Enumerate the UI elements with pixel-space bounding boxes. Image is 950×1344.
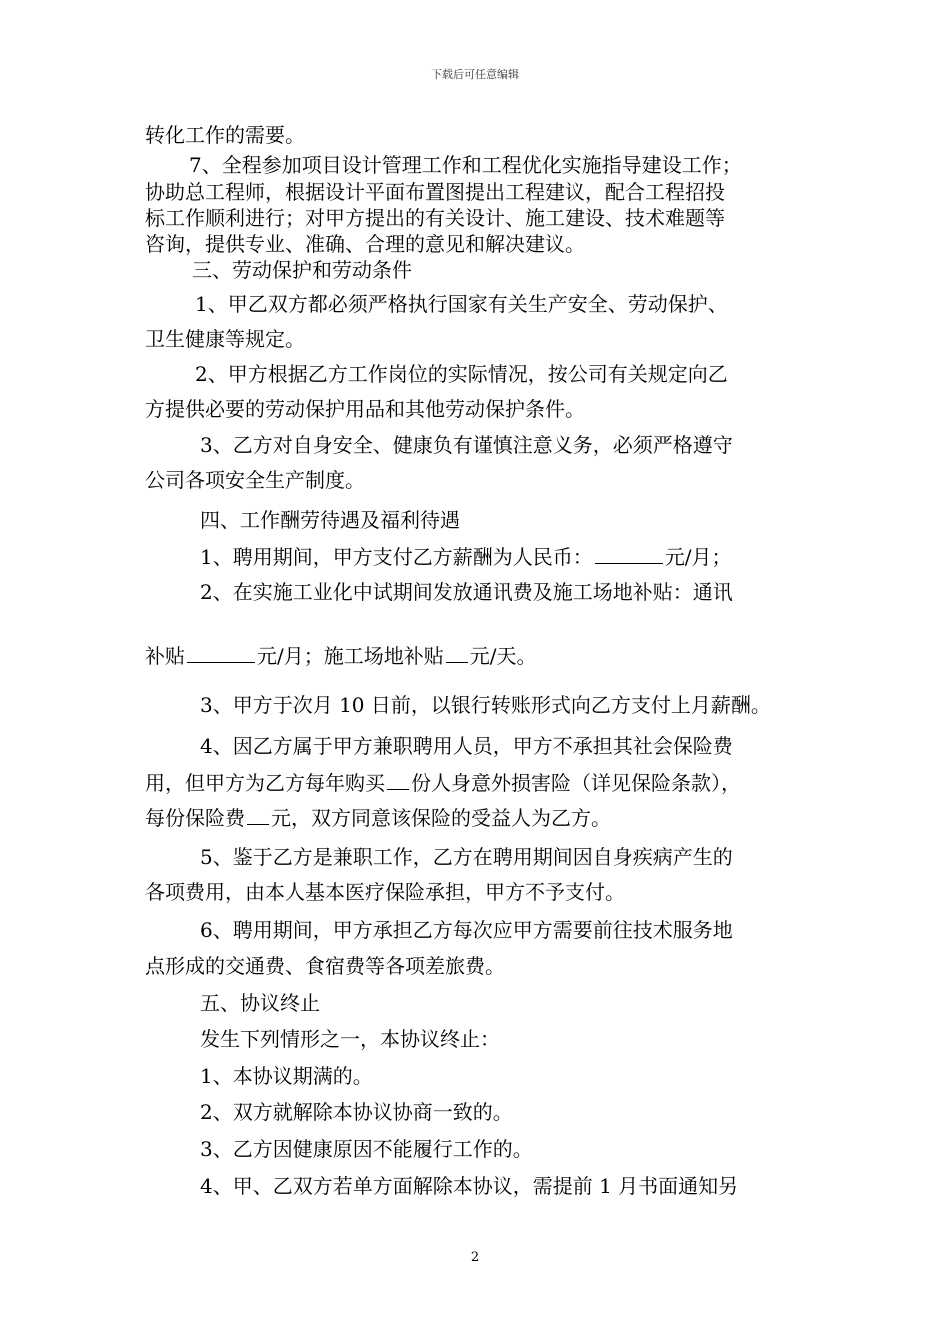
text-segment: 元/月； xyxy=(664,545,732,569)
text-line: 2、甲方根据乙方工作岗位的实际情况，按公司有关规定向乙 xyxy=(195,362,728,386)
page-number: 2 xyxy=(470,1250,480,1265)
blank-field xyxy=(595,543,663,564)
text-segment: 每份保险费 xyxy=(145,806,245,830)
allowance-line xyxy=(145,642,537,669)
list-item: 1、本协议期满的。 xyxy=(200,1064,373,1088)
insurance-line xyxy=(145,769,741,796)
text-line: 各项费用，由本人基本医疗保险承担，甲方不予支付。 xyxy=(145,880,625,904)
text-segment: 1、聘用期间，甲方支付乙方薪酬为人民币： xyxy=(200,545,593,569)
text-line: 1、甲乙双方都必须严格执行国家有关生产安全、劳动保护、 xyxy=(195,292,728,316)
text-line: 6、聘用期间，甲方承担乙方每次应甲方需要前往技术服务地 xyxy=(200,918,733,942)
text-line: 点形成的交通费、食宿费等各项差旅费。 xyxy=(145,954,505,978)
text-line: 2、在实施工业化中试期间发放通讯费及施工场地补贴：通讯 xyxy=(200,580,733,604)
text-line: 4、因乙方属于甲方兼职聘用人员，甲方不承担其社会保险费 xyxy=(200,734,733,758)
text-line: 5、鉴于乙方是兼职工作，乙方在聘用期间因自身疾病产生的 xyxy=(200,845,733,869)
text-line: 咨询，提供专业、准确、合理的意见和解决建议。 xyxy=(145,232,585,256)
text-line: 方提供必要的劳动保护用品和其他劳动保护条件。 xyxy=(145,397,585,421)
page-header: 下载后可任意编辑 xyxy=(431,68,519,81)
section-heading: 五、协议终止 xyxy=(200,991,320,1015)
blank-field xyxy=(387,769,409,790)
blank-field xyxy=(187,642,255,663)
text-line: 发生下列情形之一，本协议终止： xyxy=(200,1027,500,1051)
text-line: 3、乙方对自身安全、健康负有谨慎注意义务，必须严格遵守 xyxy=(200,433,733,457)
blank-field xyxy=(446,642,468,663)
text-segment: 用，但甲方为乙方每年购买 xyxy=(145,771,385,795)
text-segment: 元/天。 xyxy=(469,644,537,668)
insurance-fee-line xyxy=(145,804,611,831)
list-item: 4、甲、乙双方若单方面解除本协议，需提前 1 月书面通知另 xyxy=(200,1174,739,1198)
section-heading: 三、劳动保护和劳动条件 xyxy=(192,258,412,282)
text-segment: 份人身意外损害险（详见保险条款）， xyxy=(411,771,741,795)
text-line: 7、全程参加项目设计管理工作和工程优化实施指导建设工作； xyxy=(189,153,742,177)
section-heading: 四、工作酬劳待遇及福利待遇 xyxy=(200,508,460,532)
text-line: 卫生健康等规定。 xyxy=(145,327,305,351)
text-line: 3、甲方于次月 10 日前，以银行转账形式向乙方支付上月薪酬。 xyxy=(200,693,771,717)
salary-line xyxy=(200,543,731,570)
text-segment: 补贴 xyxy=(145,644,185,668)
list-item: 3、乙方因健康原因不能履行工作的。 xyxy=(200,1137,533,1161)
list-item: 2、双方就解除本协议协商一致的。 xyxy=(200,1100,513,1124)
text-segment: 元，双方同意该保险的受益人为乙方。 xyxy=(271,806,611,830)
text-line: 标工作顺利进行；对甲方提出的有关设计、施工建设、技术难题等 xyxy=(145,206,725,230)
text-line: 协助总工程师，根据设计平面布置图提出工程建议，配合工程招投 xyxy=(145,180,725,204)
blank-field xyxy=(247,804,269,825)
text-line: 公司各项安全生产制度。 xyxy=(145,468,365,492)
text-segment: 元/月；施工场地补贴 xyxy=(257,644,444,668)
text-line: 转化工作的需要。 xyxy=(145,123,305,147)
